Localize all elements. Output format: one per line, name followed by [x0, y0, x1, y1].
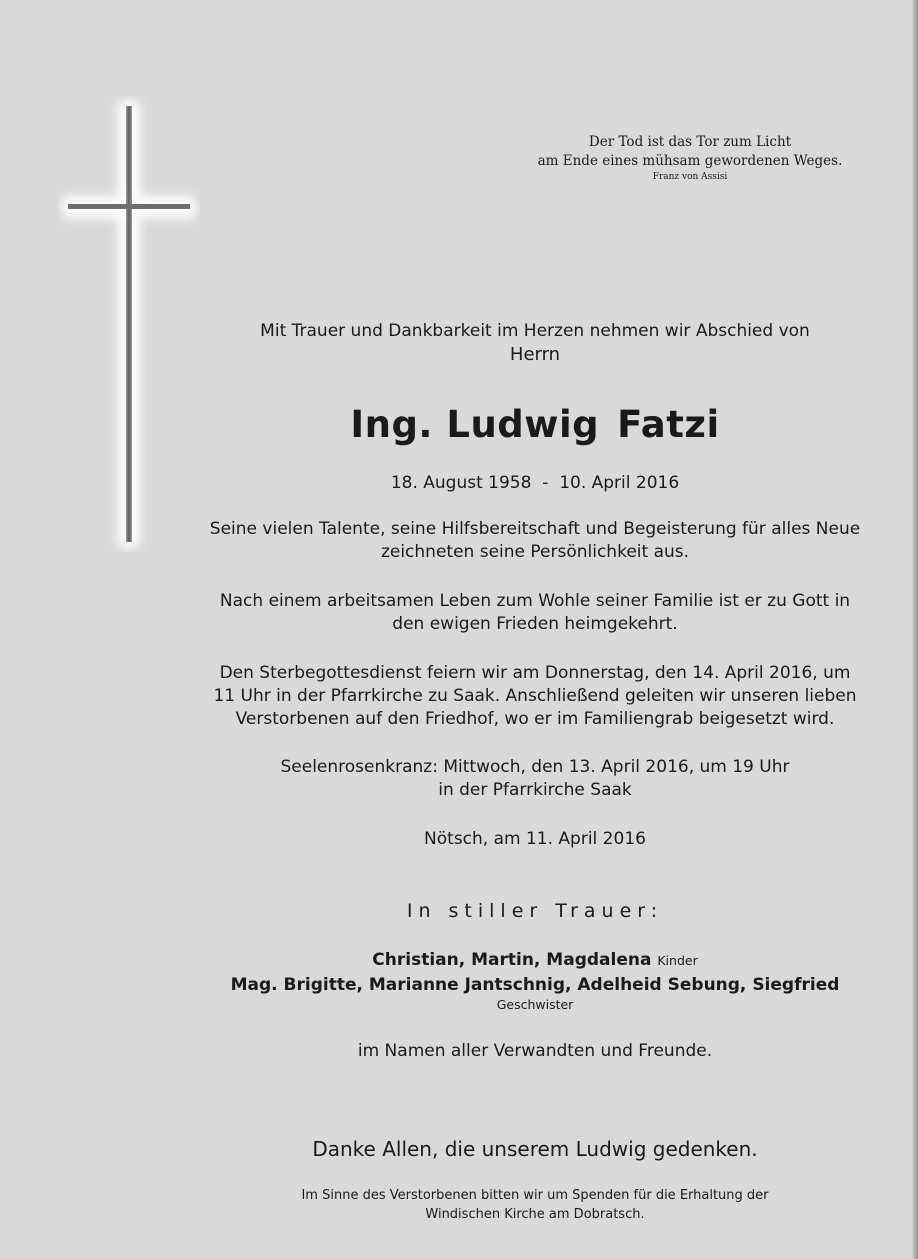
paragraph-line: in der Pfarrkirche Saak — [438, 780, 632, 800]
family-children — [190, 948, 880, 973]
donation-line: Im Sinne des Verstorbenen bitten wir um Spenden für die Erhaltung der — [301, 1188, 769, 1203]
donation-line: Windischen Kirche am Dobratsch. — [425, 1207, 645, 1222]
quote-author: Franz von Assisi — [652, 172, 728, 182]
relatives-line — [190, 1040, 880, 1063]
life-dates-text: 18. August 1958 - 10. April 2016 — [390, 473, 680, 493]
paragraph-talents — [190, 518, 880, 564]
deceased-name — [190, 402, 880, 448]
children-role: Kinder — [657, 953, 698, 968]
paragraph-line: den ewigen Frieden heimgekehrt. — [392, 614, 678, 634]
paragraph-line: Verstorbenen auf den Friedhof, wo er im Familiengrab beigesetzt wird. — [235, 709, 835, 729]
page-edge-shadow — [912, 0, 918, 1259]
quote — [470, 133, 910, 183]
life-dates — [190, 472, 880, 495]
place-date-text: Nötsch, am 11. April 2016 — [424, 829, 646, 849]
paragraph-line: Seine vielen Talente, seine Hilfsbereitschaft und Begeisterung für alles Neue — [209, 519, 861, 539]
family-list — [190, 948, 880, 1013]
name-last: Fatzi — [617, 403, 720, 446]
intro — [190, 320, 880, 367]
place-date — [190, 828, 880, 851]
thanks-text: Danke Allen, die unserem Ludwig gedenken. — [312, 1137, 758, 1161]
paragraph-line: Seelenrosenkranz: Mittwoch, den 13. April 2016, um 19 Uhr — [280, 757, 790, 777]
paragraph-service — [190, 662, 880, 731]
quote-line: am Ende eines mühsam gewordenen Weges. — [537, 153, 843, 169]
paragraph-life — [190, 590, 880, 636]
children-names: Christian, Martin, Magdalena — [372, 950, 652, 970]
name-first: Ludwig — [446, 403, 600, 446]
paragraph-line: 11 Uhr in der Pfarrkirche zu Saak. Anschließend geleiten wir unseren lieben — [213, 686, 857, 706]
paragraph-line: Nach einem arbeitsamen Leben zum Wohle seiner Familie ist er zu Gott in — [219, 591, 851, 611]
paragraph-line: zeichneten seine Persönlichkeit aus. — [380, 542, 690, 562]
paragraph-rosary — [190, 756, 880, 802]
salutation: Herrn — [509, 344, 561, 365]
name-title: Ing. — [350, 403, 433, 446]
siblings-role: Geschwister — [496, 997, 574, 1012]
mourning-heading — [190, 899, 880, 924]
family-siblings: Mag. Brigitte, Marianne Jantschnig, Adelheid Sebung, Siegfried — [230, 975, 840, 995]
donation-note — [190, 1186, 880, 1224]
intro-line: Mit Trauer und Dankbarkeit im Herzen nehmen wir Abschied von — [260, 321, 810, 341]
thanks-line — [190, 1136, 880, 1162]
mourning-heading-text: In stiller Trauer: — [406, 900, 664, 922]
paragraph-line: Den Sterbegottesdienst feiern wir am Donnerstag, den 14. April 2016, um — [219, 663, 851, 683]
relatives-text: im Namen aller Verwandten und Freunde. — [357, 1041, 713, 1061]
cross-icon — [58, 96, 200, 552]
quote-line: Der Tod ist das Tor zum Licht — [588, 134, 792, 150]
